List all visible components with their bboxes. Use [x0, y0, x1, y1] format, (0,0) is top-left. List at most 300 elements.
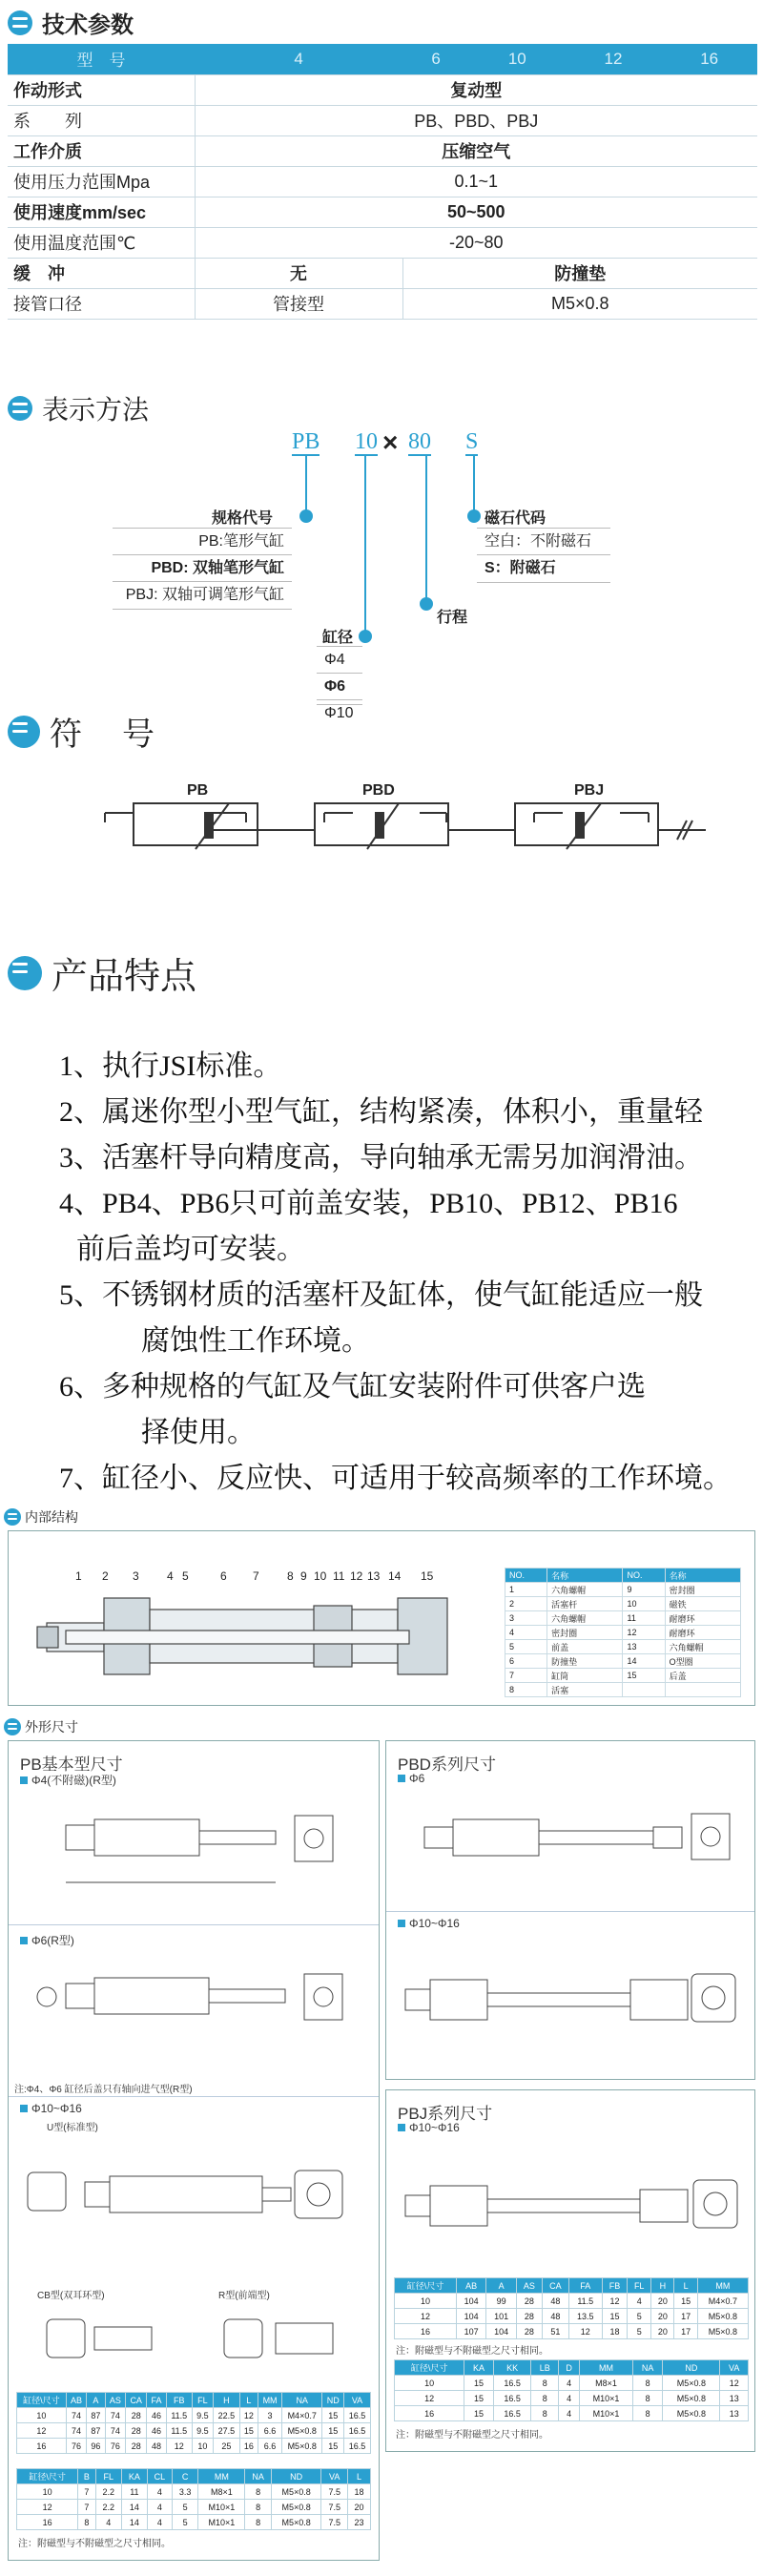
cylinder-symbol-graphic	[0, 763, 763, 897]
cell: 9.5	[192, 2408, 213, 2423]
table-row	[505, 1669, 741, 1683]
cell: 46	[147, 2423, 166, 2439]
cell: AB	[66, 2393, 87, 2408]
section-icon	[8, 10, 32, 35]
part-number: 15	[421, 1569, 434, 1583]
cell: M8×1	[580, 2376, 633, 2391]
cell: 16	[395, 2324, 457, 2339]
spec-header-6: 6	[402, 44, 469, 74]
symbol-label-pb: PB	[187, 782, 209, 799]
cell: 5	[628, 2309, 651, 2324]
cell: 16.5	[493, 2376, 530, 2391]
cell: M5×0.8	[663, 2406, 720, 2421]
magnet-item: S：附磁石	[485, 560, 556, 576]
cell: M10×1	[580, 2391, 633, 2406]
part-number: 13	[367, 1569, 381, 1583]
cell: 15	[464, 2406, 494, 2421]
cell: 15	[322, 2439, 344, 2454]
cell: 74	[105, 2408, 126, 2423]
spec-value: -20~80	[195, 227, 757, 258]
cell: MM	[697, 2278, 748, 2294]
table-row	[17, 2408, 371, 2423]
pbj-panel	[385, 2089, 755, 2452]
spec-value: 0.1~1	[195, 166, 757, 197]
magnet-item: 空白：不附磁石	[477, 529, 610, 555]
cell: 缸径\尺寸	[17, 2469, 78, 2484]
code-bore: 10	[355, 429, 378, 454]
cell: VA	[720, 2360, 749, 2376]
cell: NA	[282, 2393, 322, 2408]
cell: 15	[623, 1669, 665, 1683]
cell: 14	[122, 2515, 148, 2530]
cell: 4	[147, 2500, 172, 2515]
cell: 48	[542, 2294, 568, 2309]
cell: M5×0.8	[663, 2391, 720, 2406]
spec-label: 系 列	[8, 105, 195, 135]
cell: 11.5	[568, 2294, 602, 2309]
connector-dot	[420, 597, 433, 611]
cell: M10×1	[198, 2500, 245, 2515]
cell: FB	[166, 2393, 192, 2408]
feature-line: 4、PB4、PB6只可前盖安装，PB10、PB12、PB16	[59, 1188, 678, 1219]
cell: 3	[505, 1611, 547, 1626]
spec-label: 缓 冲	[8, 258, 195, 288]
part-number: 10	[314, 1569, 327, 1583]
cell: 28	[516, 2309, 542, 2324]
code-stroke: 80	[408, 429, 431, 454]
sub-label: Φ6(R型)	[31, 1934, 74, 1947]
cell: 12	[17, 2500, 78, 2515]
table-row	[505, 1683, 741, 1697]
table-row	[395, 2309, 749, 2324]
cell: 16.5	[493, 2391, 530, 2406]
cell: 16	[239, 2439, 258, 2454]
cell: M5×0.8	[697, 2309, 748, 2324]
spec-value: PB、PBD、PBJ	[195, 105, 757, 135]
cell: 密封圈	[547, 1626, 623, 1640]
cell: 8	[632, 2406, 662, 2421]
pbd-phi6-drawing	[386, 1785, 754, 1909]
cell: KA	[464, 2360, 494, 2376]
cell: 7	[78, 2500, 95, 2515]
feature-line: 7、缸径小、反应快、可适用于较高频率的工作环境。	[59, 1463, 732, 1494]
connector-line	[425, 456, 427, 601]
parts-header-cell: 名称	[665, 1568, 740, 1583]
cell: 8	[632, 2376, 662, 2391]
cell: 10	[192, 2439, 213, 2454]
cell: 3.3	[172, 2484, 198, 2500]
cell: 六角螺帽	[547, 1583, 623, 1597]
sub-label: Φ6	[409, 1772, 425, 1785]
part-number: 9	[300, 1569, 307, 1583]
features-section-header	[8, 946, 196, 999]
cell: 8	[531, 2391, 559, 2406]
cell: NA	[632, 2360, 662, 2376]
pbj-note-magnet: 注：附磁型与不附磁型之尺寸相同。	[396, 2430, 548, 2441]
cell: 2.2	[95, 2484, 122, 2500]
spec-row	[8, 135, 757, 166]
cell: 5	[172, 2500, 198, 2515]
cell: CA	[542, 2278, 568, 2294]
cell: 4	[559, 2376, 580, 2391]
cell: 5	[628, 2324, 651, 2339]
table-row	[17, 2484, 371, 2500]
cell: 8	[245, 2515, 272, 2530]
connector-dot	[359, 630, 372, 643]
pb-dim-table-1	[16, 2392, 371, 2454]
cell: MM	[580, 2360, 633, 2376]
spec-label: 工作介质	[8, 135, 195, 166]
connector-dot	[299, 509, 313, 523]
cell: 6.6	[258, 2423, 282, 2439]
cell: 活塞杆	[547, 1597, 623, 1611]
cell: 74	[105, 2423, 126, 2439]
cell: 17	[674, 2324, 697, 2339]
cell: FB	[602, 2278, 627, 2294]
cell: 51	[542, 2324, 568, 2339]
cell: B	[78, 2469, 95, 2484]
table-row	[505, 1583, 741, 1597]
cell: 74	[66, 2423, 87, 2439]
cell: 87	[87, 2423, 105, 2439]
cell: 15	[602, 2309, 627, 2324]
internal-section-header	[4, 1507, 78, 1527]
parts-header-cell: NO.	[623, 1568, 665, 1583]
spec-code-item: PBD: 双轴笔形气缸	[113, 555, 292, 582]
cell: 8	[531, 2376, 559, 2391]
cell: M5×0.8	[271, 2500, 321, 2515]
spec-value: M5×0.8	[402, 288, 757, 319]
cell: AS	[516, 2278, 542, 2294]
pbj-title: PBJ系列尺寸	[398, 2105, 493, 2123]
cell: 4	[95, 2515, 122, 2530]
spec-header-10: 10	[469, 44, 566, 74]
cell: 耐磨环	[665, 1611, 740, 1626]
cell: 28	[126, 2408, 147, 2423]
cell: 8	[531, 2406, 559, 2421]
cell: 48	[147, 2439, 166, 2454]
cell: ND	[271, 2469, 321, 2484]
cell: 5	[505, 1640, 547, 1654]
cell: 4	[628, 2294, 651, 2309]
cell: 17	[674, 2309, 697, 2324]
cell: 6.6	[258, 2439, 282, 2454]
cell: 密封圈	[665, 1583, 740, 1597]
spec-value: 防撞垫	[402, 258, 757, 288]
cell: 六角螺帽	[547, 1611, 623, 1626]
pb-note-phi46: 注:Φ4、Φ6 缸径后盖只有轴向进气型(R型)	[14, 2085, 193, 2095]
table-row	[17, 2439, 371, 2454]
cell: VA	[344, 2393, 371, 2408]
symbol-label-pbj: PBJ	[574, 782, 605, 799]
section-icon	[4, 1508, 21, 1526]
spec-label: 作动形式	[8, 74, 195, 105]
spec-label: 使用速度mm/sec	[8, 197, 195, 227]
cell: ND	[322, 2393, 344, 2408]
cell: 25	[213, 2439, 239, 2454]
cell: 15	[464, 2376, 494, 2391]
part-number: 6	[220, 1569, 227, 1583]
table-row	[395, 2324, 749, 2339]
cell: 耐磨环	[665, 1626, 740, 1640]
cell: 16.5	[344, 2439, 371, 2454]
cell: 10	[395, 2294, 457, 2309]
feature-line: 1、执行JSI标准。	[59, 1050, 282, 1082]
cell: L	[239, 2393, 258, 2408]
spec-header-12: 12	[566, 44, 662, 74]
cell: 4	[559, 2406, 580, 2421]
cell: 12	[166, 2439, 192, 2454]
cell: M5×0.8	[271, 2484, 321, 2500]
cell: 12	[720, 2376, 749, 2391]
sub-label: Φ4(不附磁)(R型)	[31, 1774, 116, 1787]
bullet-icon	[20, 2105, 28, 2112]
table-header	[395, 2278, 749, 2294]
cell: AS	[105, 2393, 126, 2408]
cell: 13	[720, 2391, 749, 2406]
part-number: 5	[182, 1569, 189, 1583]
stroke-label: 行程	[437, 610, 468, 626]
cell: 20	[651, 2294, 674, 2309]
cell: 4	[559, 2391, 580, 2406]
table-row	[395, 2294, 749, 2309]
cell: FA	[147, 2393, 166, 2408]
cell: 六角螺帽	[665, 1640, 740, 1654]
cell: 10	[17, 2484, 78, 2500]
part-number: 2	[102, 1569, 109, 1583]
spec-row	[8, 166, 757, 197]
cell: 4	[147, 2484, 172, 2500]
cell: NA	[245, 2469, 272, 2484]
cell: 15	[322, 2408, 344, 2423]
notation-title: 表示方法	[42, 395, 150, 425]
section-icon	[8, 956, 42, 990]
bore-item: Φ6	[317, 674, 362, 700]
table-row	[17, 2515, 371, 2530]
cell: 7	[505, 1669, 547, 1683]
table-row	[505, 1626, 741, 1640]
spec-label: 接管口径	[8, 288, 195, 319]
section-icon	[8, 396, 32, 421]
part-number: 8	[287, 1569, 294, 1583]
cell: FL	[192, 2393, 213, 2408]
pbd-title: PBD系列尺寸	[398, 1755, 496, 1774]
cell: 14	[122, 2500, 148, 2515]
cell: 10	[623, 1597, 665, 1611]
table-row	[505, 1597, 741, 1611]
pb-phi4-drawing	[9, 1787, 379, 1921]
cell: 16.5	[344, 2423, 371, 2439]
part-number: 4	[167, 1569, 174, 1583]
cell: 后盖	[665, 1669, 740, 1683]
cell: 13	[623, 1640, 665, 1654]
cell: C	[172, 2469, 198, 2484]
parts-table	[505, 1568, 741, 1697]
cell: 23	[347, 2515, 370, 2530]
spec-label: 使用压力范围Mpa	[8, 166, 195, 197]
cell: M5×0.8	[282, 2423, 322, 2439]
table-row	[395, 2406, 749, 2421]
pb-panel	[8, 1740, 380, 2561]
cell: 104	[486, 2324, 516, 2339]
cell: 16	[395, 2406, 464, 2421]
cell: 28	[516, 2324, 542, 2339]
part-number: 7	[253, 1569, 259, 1583]
cell: 7.5	[321, 2515, 348, 2530]
cell: H	[651, 2278, 674, 2294]
cell: 20	[651, 2309, 674, 2324]
bullet-icon	[398, 1920, 405, 1927]
cell: 6	[505, 1654, 547, 1669]
spec-value: 无	[195, 258, 402, 288]
cell: KA	[122, 2469, 148, 2484]
cell: 15	[674, 2294, 697, 2309]
cell: 12	[395, 2309, 457, 2324]
pb-dim-table-2	[16, 2468, 371, 2530]
symbol-section-header	[8, 708, 158, 755]
cell: FA	[568, 2278, 602, 2294]
cell: 缸筒	[547, 1669, 623, 1683]
cell	[665, 1683, 740, 1697]
cell: 9.5	[192, 2423, 213, 2439]
feature-line: 2、属迷你型小型气缸，结构紧凑，体积小，重量轻	[59, 1096, 703, 1128]
cell: 5	[172, 2515, 198, 2530]
cell: CA	[126, 2393, 147, 2408]
table-row	[17, 2500, 371, 2515]
pbj-drawing	[386, 2138, 754, 2281]
cell: 13.5	[568, 2309, 602, 2324]
spec-row	[8, 258, 757, 288]
cell: M5×0.8	[697, 2324, 748, 2339]
spec-title: 技术参数	[42, 12, 134, 38]
part-number: 14	[388, 1569, 402, 1583]
cell: 12	[17, 2423, 67, 2439]
cell: 96	[87, 2439, 105, 2454]
spec-row	[8, 288, 757, 319]
cell: 7.5	[321, 2484, 348, 2500]
cell: 12	[395, 2391, 464, 2406]
r-type-label: R型(前端型)	[218, 2291, 270, 2301]
cell: 12	[568, 2324, 602, 2339]
table-row	[505, 1611, 741, 1626]
cell	[623, 1683, 665, 1697]
bore-item: Φ10	[324, 705, 354, 721]
cell: LB	[531, 2360, 559, 2376]
bullet-icon	[398, 2124, 405, 2131]
cell: 27.5	[213, 2423, 239, 2439]
cell: A	[486, 2278, 516, 2294]
table-header	[17, 2393, 371, 2408]
spec-header-16: 16	[661, 44, 757, 74]
table-row	[395, 2376, 749, 2391]
pbd-note-magnet: 注：附磁型与不附磁型之尺寸相同。	[396, 2346, 548, 2357]
cell: KK	[493, 2360, 530, 2376]
pb-title: PB基本型尺寸	[20, 1755, 123, 1774]
parts-header-cell: 名称	[547, 1568, 623, 1583]
cell: M8×1	[198, 2484, 245, 2500]
spec-header-row	[8, 44, 757, 74]
parts-header	[505, 1568, 741, 1583]
sub-label: Φ10~Φ16	[409, 1917, 460, 1930]
pb-sub-phi4	[20, 1772, 116, 1788]
spec-code-label: 规格代号	[212, 510, 274, 527]
cell: 3	[258, 2408, 282, 2423]
cell: 22.5	[213, 2408, 239, 2423]
table-header	[17, 2469, 371, 2484]
cell: 8	[505, 1683, 547, 1697]
spec-row	[8, 197, 757, 227]
cell: 18	[602, 2324, 627, 2339]
spec-section-header	[8, 6, 134, 39]
internal-title: 内部结构	[25, 1509, 78, 1525]
magnet-label: 磁石代码	[485, 510, 546, 527]
cell: 4	[505, 1626, 547, 1640]
internal-panel	[8, 1530, 755, 1706]
cell: 7.5	[321, 2500, 348, 2515]
code-series: PB	[292, 429, 320, 454]
feature-line: 6、多种规格的气缸及气缸安装附件可供客户选	[59, 1371, 646, 1402]
internal-structure-drawing	[9, 1531, 495, 1707]
cell: 9	[623, 1583, 665, 1597]
bullet-icon	[20, 1937, 28, 1944]
table-header	[395, 2360, 749, 2376]
spec-table	[8, 44, 757, 320]
cell: 4	[147, 2515, 172, 2530]
spec-value: 管接型	[195, 288, 402, 319]
cell: 11.5	[166, 2408, 192, 2423]
feature-line: 5、不锈钢材质的活塞杆及缸体，使气缸能适应一般	[59, 1279, 703, 1311]
connector-line	[305, 456, 307, 515]
section-icon	[4, 1718, 21, 1735]
cell: 活塞	[547, 1683, 623, 1697]
cell: 12	[602, 2294, 627, 2309]
sub-label: Φ10~Φ16	[409, 2121, 460, 2134]
code-magnet: S	[465, 429, 479, 454]
cell: 11	[122, 2484, 148, 2500]
part-number: 3	[133, 1569, 139, 1583]
cell: 18	[347, 2484, 370, 2500]
cell: 28	[126, 2439, 147, 2454]
cell: 8	[632, 2391, 662, 2406]
part-number: 12	[350, 1569, 363, 1583]
symbol-label-pbd: PBD	[362, 782, 395, 799]
cell: M5×0.8	[271, 2515, 321, 2530]
bore-label: 缸径	[322, 630, 354, 646]
table-row	[17, 2423, 371, 2439]
cell: 13	[720, 2406, 749, 2421]
cell: 16	[17, 2439, 67, 2454]
cell: 缸径\尺寸	[395, 2278, 457, 2294]
cell: 16.5	[493, 2406, 530, 2421]
u-type-label: U型(标准型)	[47, 2123, 98, 2133]
section-icon	[8, 716, 40, 748]
cell: MM	[198, 2469, 245, 2484]
part-number: 11	[333, 1569, 345, 1583]
cell: 104	[456, 2294, 485, 2309]
cell: 前盖	[547, 1640, 623, 1654]
cell: 8	[245, 2500, 272, 2515]
pb-phi6-drawing	[9, 1945, 379, 2079]
cell: 28	[126, 2423, 147, 2439]
cell: M5×0.8	[282, 2439, 322, 2454]
cb-type-label: CB型(双耳环型)	[37, 2291, 105, 2301]
bullet-icon	[398, 1775, 405, 1782]
pb-note-magnet: 注：附磁型与不附磁型之尺寸相同。	[18, 2539, 171, 2549]
feature-line: 3、活塞杆导向精度高，导向轴承无需另加润滑油。	[59, 1142, 703, 1174]
cell: 防撞垫	[547, 1654, 623, 1669]
bore-item: Φ4	[317, 647, 362, 674]
code-times: ×	[382, 427, 399, 457]
